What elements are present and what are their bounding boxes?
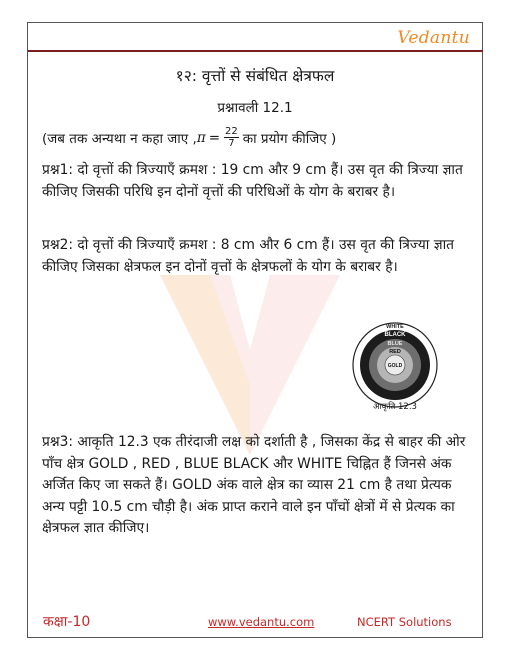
question-label: प्रश्न3: (42, 434, 74, 450)
question-text: आकृति 12.3 एक तीरंदाजी लक्ष को दर्शाती है , जिसका केंद्र से बाहर की ओर पाँच क्षेत्र GOLD , RED , BLUE BLACK और WHITE चिह्नित हैं जिनसे अंक अर्जित किए जा सकते हैं। GOLD अंक वाले क्षेत्र का व्यास 21 cm है तथा प्रेत्यक अन्य पट्टी 10.5 cm चौड़ी है। अंक प्राप्त कराने वाले इन पाँचों क्षेत्रों में से प्रेत्यक का क्षेत्रफल ज्ञात कीजिए। (42, 434, 466, 536)
question-text: दो वृत्तों की त्रिज्याएँ क्रमश : 19 cm और 9 cm हैं। उस वृत की त्रिज्या ज्ञात कीजिए जिसकी परिधि इन दोनों वृत्तों की परिधिओं के योग के बराबर है। (42, 162, 463, 200)
pi-symbol: π (196, 129, 206, 146)
question-label: प्रश्न2: (42, 237, 74, 253)
ring-label-black: BLACK (384, 332, 406, 338)
ring-label-white: WHITE (386, 324, 404, 330)
ring-label-blue: BLUE (387, 341, 403, 347)
pi-note (42, 126, 462, 149)
vedantu-logo[interactable]: Vedantu (397, 28, 470, 48)
series-label: NCERT Solutions (357, 615, 452, 629)
exercise-title: प्रश्नावली 12.1 (217, 100, 293, 116)
archery-target-figure (335, 315, 455, 415)
website-link[interactable]: www.vedantu.com (208, 615, 315, 629)
question-3 (42, 432, 472, 540)
question-text: दो वृत्तों की त्रिज्याएँ क्रमश : 8 cm और 6 cm हैं। उस वृत की त्रिज्या ज्ञात कीजिए जिसका क्षेत्रफल इन दोनों वृत्तों के क्षेत्रफलों के योग के बराबर है। (42, 237, 455, 275)
question-2 (42, 235, 472, 278)
note-equals: = (208, 129, 221, 146)
note-prefix: (जब तक अन्यथा न कहा जाए , (42, 130, 197, 147)
fraction-denominator: 7 (228, 138, 235, 149)
class-label: कक्षा-10 (43, 614, 91, 630)
header-divider (28, 50, 483, 52)
fraction-numerator: 22 (225, 126, 238, 137)
chapter-title: १२: वृत्तों से संबंधित क्षेत्रफल (175, 67, 335, 85)
question-1 (42, 160, 472, 203)
ring-label-red: RED (389, 349, 401, 355)
note-suffix: का प्रयोग कीजिए ) (242, 130, 337, 147)
figure-caption: आकृति 12.3 (373, 402, 417, 412)
question-label: प्रश्न1: (42, 162, 74, 178)
pi-fraction (224, 126, 239, 149)
ring-label-gold: GOLD (387, 363, 403, 369)
